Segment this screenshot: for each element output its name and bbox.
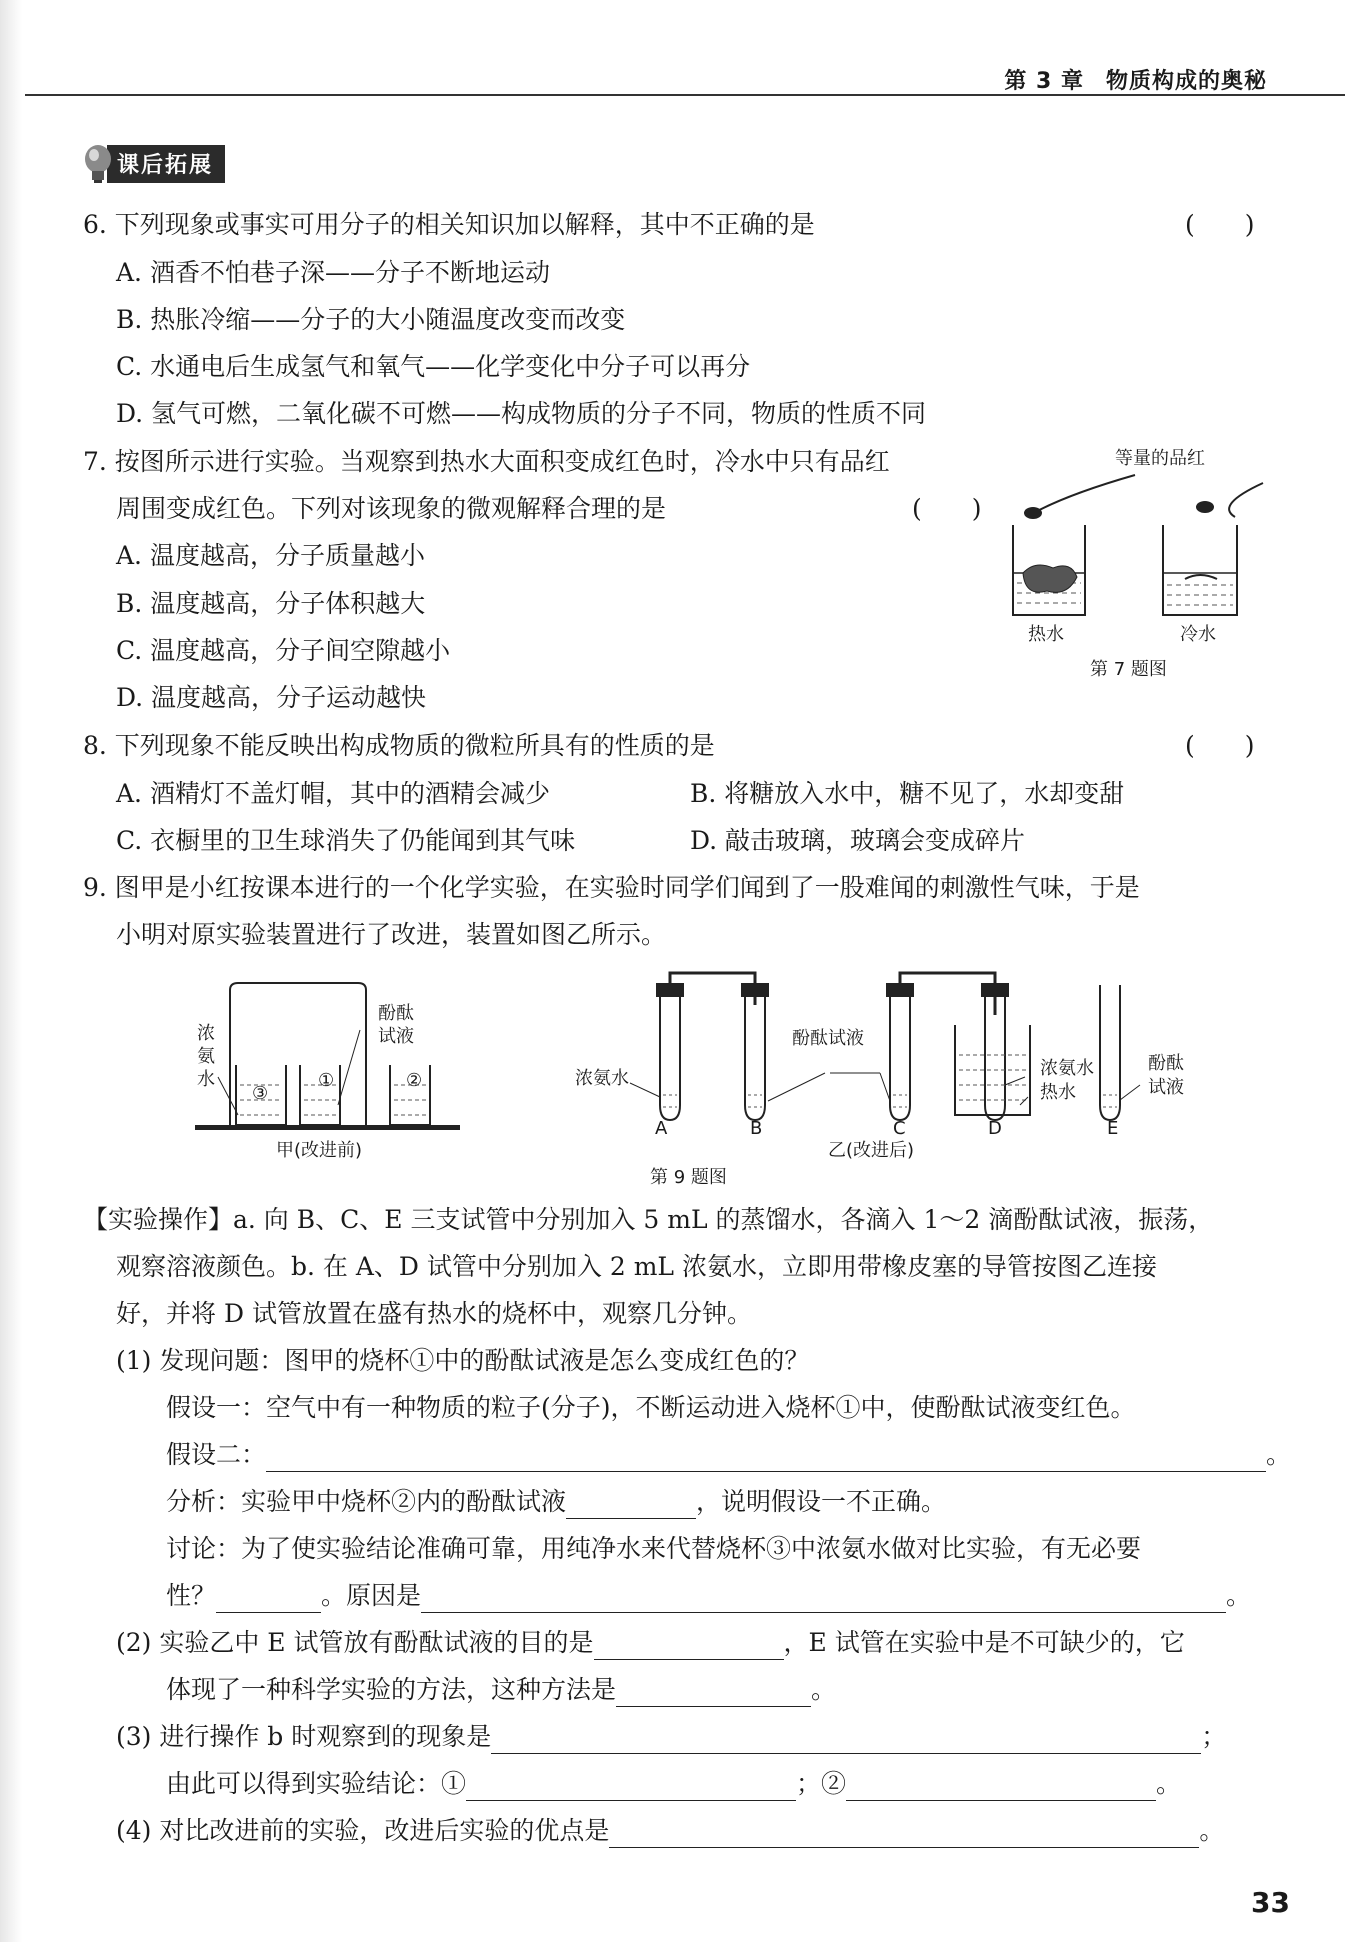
q9-hypothesis-2-blank[interactable] bbox=[266, 1445, 1266, 1472]
q9-analysis-tail: ，说明假设一不正确。 bbox=[696, 1487, 947, 1516]
header-rule bbox=[25, 94, 1345, 96]
q9-stem-line1: 9. 图甲是小红按课本进行的一个化学实验，在实验时同学们闻到了一股难闻的刺激性气味，于是 bbox=[83, 873, 1140, 902]
section-label: 课后拓展 bbox=[107, 145, 225, 183]
q9-operation-line3: 好，并将 D 试管放置在盛有热水的烧杯中，观察几分钟。 bbox=[116, 1299, 752, 1328]
q8-option-c: C. 衣橱里的卫生球消失了仍能闻到其气味 bbox=[116, 826, 576, 855]
q9-part3-conclusion2-blank[interactable] bbox=[846, 1774, 1156, 1801]
chapter-header bbox=[1004, 64, 1267, 95]
q8-stem: 8. 下列现象不能反映出构成物质的微粒所具有的性质的是 bbox=[83, 731, 715, 760]
q8-answer-paren[interactable]: ( ) bbox=[1185, 731, 1255, 760]
q9-part2-row1 bbox=[116, 1626, 1185, 1660]
q7-option-a: A. 温度越高，分子质量越小 bbox=[116, 541, 425, 570]
q9-yi-phenol-label: 酚酞试液 bbox=[792, 1028, 864, 1049]
q9-part3-conclusion1-blank[interactable] bbox=[466, 1774, 796, 1801]
q9-tube-b: B bbox=[750, 1118, 763, 1139]
q9-discussion-line1: 讨论：为了使实验结论准确可靠，用纯净水来代替烧杯③中浓氨水做对比实验，有无必要 bbox=[166, 1534, 1142, 1563]
q9-yi-caption: 乙(改进后) bbox=[828, 1140, 915, 1161]
q6-option-a: A. 酒香不怕巷子深——分子不断地运动 bbox=[116, 258, 550, 287]
q8-option-a: A. 酒精灯不盖灯帽，其中的酒精会减少 bbox=[116, 779, 550, 808]
page-number: 33 bbox=[1251, 1886, 1290, 1919]
q9-part2-row2 bbox=[166, 1673, 836, 1707]
q7-label-pinkdye: 等量的品红 bbox=[1115, 448, 1205, 469]
q9-part4-row bbox=[116, 1814, 1224, 1848]
q9-discussion-period: 。 bbox=[1226, 1581, 1252, 1610]
chapter-title: 物质构成的奥秘 bbox=[1105, 69, 1267, 94]
q9-hypothesis-2-label: 假设二： bbox=[166, 1440, 267, 1469]
q9-figure-caption: 第 9 题图 bbox=[650, 1167, 727, 1188]
lightbulb-icon bbox=[83, 144, 113, 184]
q9-part2-label: (2) 实验乙中 E 试管放有酚酞试液的目的是 bbox=[116, 1628, 594, 1657]
q9-tube-e: E bbox=[1107, 1118, 1119, 1139]
q9-part2-period: 。 bbox=[811, 1675, 837, 1704]
q9-yi-phenol-e-2: 试液 bbox=[1148, 1077, 1184, 1098]
q7-answer-paren[interactable]: ( ) bbox=[912, 494, 982, 523]
q7-option-d: D. 温度越高，分子运动越快 bbox=[116, 683, 427, 712]
q9-discussion-necessity-blank[interactable] bbox=[216, 1586, 321, 1613]
q6-option-b: B. 热胀冷缩——分子的大小随温度改变而改变 bbox=[116, 305, 626, 334]
q6-stem: 6. 下列现象或事实可用分子的相关知识加以解释，其中不正确的是 bbox=[83, 210, 815, 239]
q7-figure-caption: 第 7 题图 bbox=[1090, 659, 1167, 680]
q9-jia-phenol-1: 酚酞 bbox=[378, 1003, 414, 1024]
q7-beakers-diagram bbox=[1005, 465, 1275, 635]
q9-apparatus-diagram bbox=[190, 965, 1240, 1135]
q9-discussion-necessity-label: 性？ bbox=[166, 1581, 217, 1610]
q9-part2-method-label: 体现了一种科学实验的方法，这种方法是 bbox=[166, 1675, 617, 1704]
q9-analysis-label: 分析：实验甲中烧杯②内的酚酞试液 bbox=[166, 1487, 567, 1516]
q9-jia-phenol-2: 试液 bbox=[378, 1026, 414, 1047]
q7-label-cold-water: 冷水 bbox=[1180, 624, 1216, 645]
q7-label-hot-water: 热水 bbox=[1028, 624, 1064, 645]
q9-part3-semicolon: ； bbox=[1201, 1722, 1227, 1751]
q9-jia-ammonia-3: 水 bbox=[197, 1069, 215, 1090]
q9-yi-hot-water-label: 热水 bbox=[1040, 1082, 1076, 1103]
q9-part4-period: 。 bbox=[1199, 1816, 1225, 1845]
q9-hypothesis-2-row bbox=[166, 1438, 1291, 1472]
q9-part1-question: (1) 发现问题：图甲的烧杯①中的酚酞试液是怎么变成红色的？ bbox=[116, 1346, 810, 1375]
q9-yi-ammonia-d-label: 浓氨水 bbox=[1040, 1058, 1094, 1079]
q7-option-b: B. 温度越高，分子体积越大 bbox=[116, 589, 426, 618]
q9-yi-ammonia-label: 浓氨水 bbox=[575, 1068, 629, 1089]
q9-operation-line1: 【实验操作】a. 向 B、C、E 三支试管中分别加入 5 mL 的蒸馏水，各滴入 1～2 滴酚酞试液，振荡， bbox=[83, 1205, 1214, 1234]
q7-stem-line2: 周围变成红色。下列对该现象的微观解释合理的是 bbox=[116, 494, 667, 523]
q7-stem-line1: 7. 按图所示进行实验。当观察到热水大面积变成红色时，冷水中只有品红 bbox=[83, 447, 890, 476]
q8-option-b: B. 将糖放入水中，糖不见了，水却变甜 bbox=[690, 779, 1125, 808]
q9-part2-method-blank[interactable] bbox=[616, 1680, 811, 1707]
q9-discussion-row2 bbox=[166, 1579, 1251, 1613]
q9-part3-conclusion2-label: ；② bbox=[796, 1769, 847, 1798]
q9-yi-phenol-e-1: 酚酞 bbox=[1148, 1053, 1184, 1074]
q9-tube-d: D bbox=[988, 1118, 1002, 1139]
q6-option-c: C. 水通电后生成氢气和氧气——化学变化中分子可以再分 bbox=[116, 352, 751, 381]
q9-analysis-blank[interactable] bbox=[566, 1492, 696, 1519]
q9-part3-row2 bbox=[166, 1767, 1181, 1801]
q9-jia-beaker-2: ② bbox=[406, 1070, 423, 1091]
q8-option-d: D. 敲击玻璃，玻璃会变成碎片 bbox=[690, 826, 1026, 855]
q9-part2-tail: ，E 试管在实验中是不可缺少的，它 bbox=[783, 1628, 1185, 1657]
q9-hypothesis-1: 假设一：空气中有一种物质的粒子(分子)，不断运动进入烧杯①中，使酚酞试液变红色。 bbox=[166, 1393, 1136, 1422]
q9-part4-label: (4) 对比改进前的实验，改进后实验的优点是 bbox=[116, 1816, 610, 1845]
q9-analysis-row bbox=[166, 1485, 946, 1519]
q9-part3-phenomenon-blank[interactable] bbox=[491, 1727, 1201, 1754]
q9-part3-conclusion-label: 由此可以得到实验结论：① bbox=[166, 1769, 467, 1798]
q9-discussion-reason-blank[interactable] bbox=[421, 1586, 1226, 1613]
q6-option-d: D. 氢气可燃，二氧化碳不可燃——构成物质的分子不同，物质的性质不同 bbox=[116, 399, 927, 428]
q9-hypothesis-2-period: 。 bbox=[1266, 1440, 1292, 1469]
q9-jia-ammonia-2: 氨 bbox=[197, 1046, 215, 1067]
q9-jia-beaker-3: ③ bbox=[252, 1083, 269, 1104]
q9-jia-beaker-1: ① bbox=[318, 1070, 335, 1091]
section-badge bbox=[83, 144, 225, 184]
q9-part4-advantage-blank[interactable] bbox=[609, 1821, 1199, 1848]
q9-jia-ammonia-1: 浓 bbox=[197, 1023, 215, 1044]
q9-part2-purpose-blank[interactable] bbox=[594, 1633, 784, 1660]
page-edge-shadow bbox=[0, 0, 22, 1942]
q9-jia-caption: 甲(改进前) bbox=[276, 1140, 363, 1161]
q9-operation-line2: 观察溶液颜色。b. 在 A、D 试管中分别加入 2 mL 浓氨水，立即用带橡皮塞的导管按图乙连接 bbox=[116, 1252, 1157, 1281]
chapter-number: 第 3 章 bbox=[1004, 69, 1084, 94]
q7-option-c: C. 温度越高，分子间空隙越小 bbox=[116, 636, 451, 665]
q9-tube-c: C bbox=[893, 1118, 906, 1139]
q9-stem-line2: 小明对原实验装置进行了改进，装置如图乙所示。 bbox=[116, 920, 667, 949]
q9-tube-a: A bbox=[655, 1118, 668, 1139]
q9-discussion-reason-label: 。原因是 bbox=[321, 1581, 422, 1610]
q9-part3-label: (3) 进行操作 b 时观察到的现象是 bbox=[116, 1722, 492, 1751]
q9-part3-period: 。 bbox=[1156, 1769, 1182, 1798]
q6-answer-paren[interactable]: ( ) bbox=[1185, 210, 1255, 239]
q9-part3-row1 bbox=[116, 1720, 1226, 1754]
